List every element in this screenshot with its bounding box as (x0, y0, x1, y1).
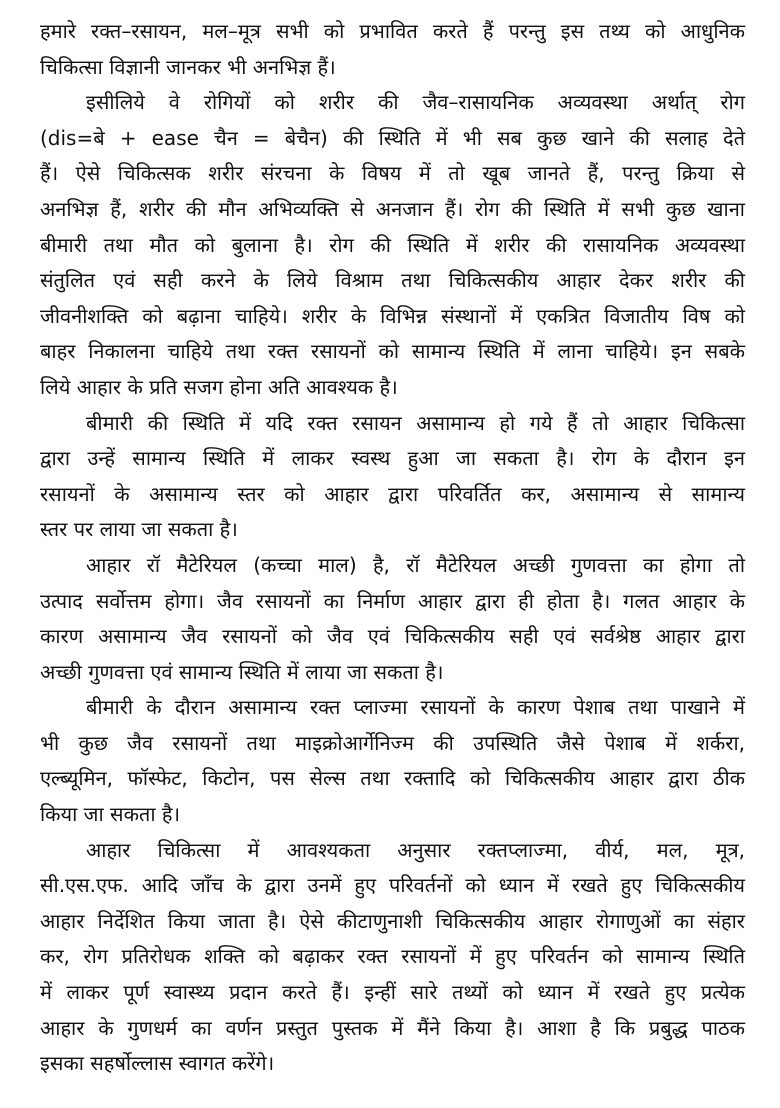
text-line: कारण असामान्य जैव रसायनों को जैव एवं चिकित्सकीय सही एवं सर्वश्रेष्ठ आहार द्वारा (40, 624, 745, 649)
paragraph (40, 548, 745, 690)
text-line: सी.एस.एफ. आदि जाँच के द्वारा उनमें हुए परिवर्तनों को ध्यान में रखते हुए चिकित्सकीय (40, 873, 745, 898)
text-line: आहार रॉ मैटेरियल (कच्चा माल) है, रॉ मैटेरियल अच्छी गुणवत्ता का होगा तो (86, 552, 745, 577)
paragraph (40, 690, 745, 832)
text-line: रसायनों के असामान्य स्तर को आहार द्वारा परिवर्तित कर, असामान्य से सामान्य (40, 481, 745, 506)
text-line: भी कुछ जैव रसायनों तथा माइक्रोआर्गेनिज्म की उपस्थिति जैसे पेशाब में शर्करा, (40, 730, 745, 755)
paragraph (40, 833, 745, 1082)
text-line: हमारे रक्त–रसायन, मल–मूत्र सभी को प्रभावित करते हैं परन्तु इस तथ्य को आधुनिक (40, 19, 745, 43)
document-page (40, 14, 745, 1082)
text-line: एल्ब्यूमिन, फॉस्फेट, किटोन, पस सेल्स तथा रक्तादि को चिकित्सकीय आहार द्वारा ठीक (40, 766, 745, 791)
text-line: अनभिज्ञ हैं, शरीर की मौन अभिव्यक्ति से अनजान हैं। रोग की स्थिति में सभी कुछ खाना (40, 196, 745, 221)
paragraph (40, 85, 745, 405)
paragraph (40, 406, 745, 548)
text-line: हैं। ऐसे चिकित्सक शरीर संरचना के विषय में तो खूब जानते हैं, परन्तु क्रिया से (40, 161, 745, 186)
text-line: इसीलिये वे रोगियों को शरीर की जैव–रासायनिक अव्यवस्था अर्थात् रोग (86, 90, 745, 115)
text-line: बाहर निकालना चाहिये तथा रक्त रसायनों को सामान्य स्थिति में लाना चाहिये। इन सबके (40, 339, 745, 364)
text-line: इसका सहर्षोल्लास स्वागत करेंगे। (40, 1051, 275, 1076)
text-line: अच्छी गुणवत्ता एवं सामान्य स्थिति में लाया जा सकता है। (40, 659, 444, 684)
text-line: (dis=बे + ease चैन = बेचैन) की स्थिति में भी सब कुछ खाने की सलाह देते (40, 125, 745, 150)
text-line: जीवनीशक्ति को बढ़ाना चाहिये। शरीर के विभिन्न संस्थानों में एकत्रित विजातीय विष को (40, 303, 745, 328)
text-line: लिये आहार के प्रति सजग होना अति आवश्यक है। (40, 374, 398, 399)
text-line: द्वारा उन्हें सामान्य स्थिति में लाकर स्वस्थ हुआ जा सकता है। रोग के दौरान इन (40, 446, 745, 471)
text-line: किया जा सकता है। (40, 802, 181, 827)
text-line: चिकित्सा विज्ञानी जानकर भी अनभिज्ञ हैं। (40, 54, 336, 79)
text-line: में लाकर पूर्ण स्वास्थ्य प्रदान करते हैं। इन्हीं सारे तथ्यों को ध्यान में रखते हुए प्रत्येक (40, 980, 745, 1005)
text-line: आहार चिकित्सा में आवश्यकता अनुसार रक्तप्लाज्मा, वीर्य, मल, मूत्र, (86, 837, 745, 862)
text-line: आहार के गुणधर्म का वर्णन प्रस्तुत पुस्तक में मैंने किया है। आशा है कि प्रबुद्ध पाठक (40, 1015, 745, 1040)
text-line: आहार निर्देशित किया जाता है। ऐसे कीटाणुनाशी चिकित्सकीय आहार रोगाणुओं का संहार (40, 908, 745, 933)
text-line: बीमारी तथा मौत को बुलाना है। रोग की स्थिति में शरीर की रासायनिक अव्यवस्था (40, 232, 745, 257)
text-line: संतुलित एवं सही करने के लिये विश्राम तथा चिकित्सकीय आहार देकर शरीर की (40, 268, 745, 293)
text-line: बीमारी के दौरान असामान्य रक्त प्लाज्मा रसायनों के कारण पेशाब तथा पाखाने में (86, 695, 745, 720)
text-line: उत्पाद सर्वोत्तम होगा। जैव रसायनों का निर्माण आहार द्वारा ही होता है। गलत आहार के (40, 588, 745, 613)
text-line: कर, रोग प्रतिरोधक शक्ति को बढ़ाकर रक्त रसायनों में हुए परिवर्तन को सामान्य स्थिति (40, 944, 745, 969)
text-line: स्तर पर लाया जा सकता है। (40, 517, 238, 542)
paragraph (40, 14, 745, 85)
text-line: बीमारी की स्थिति में यदि रक्त रसायन असामान्य हो गये हैं तो आहार चिकित्सा (86, 410, 745, 435)
